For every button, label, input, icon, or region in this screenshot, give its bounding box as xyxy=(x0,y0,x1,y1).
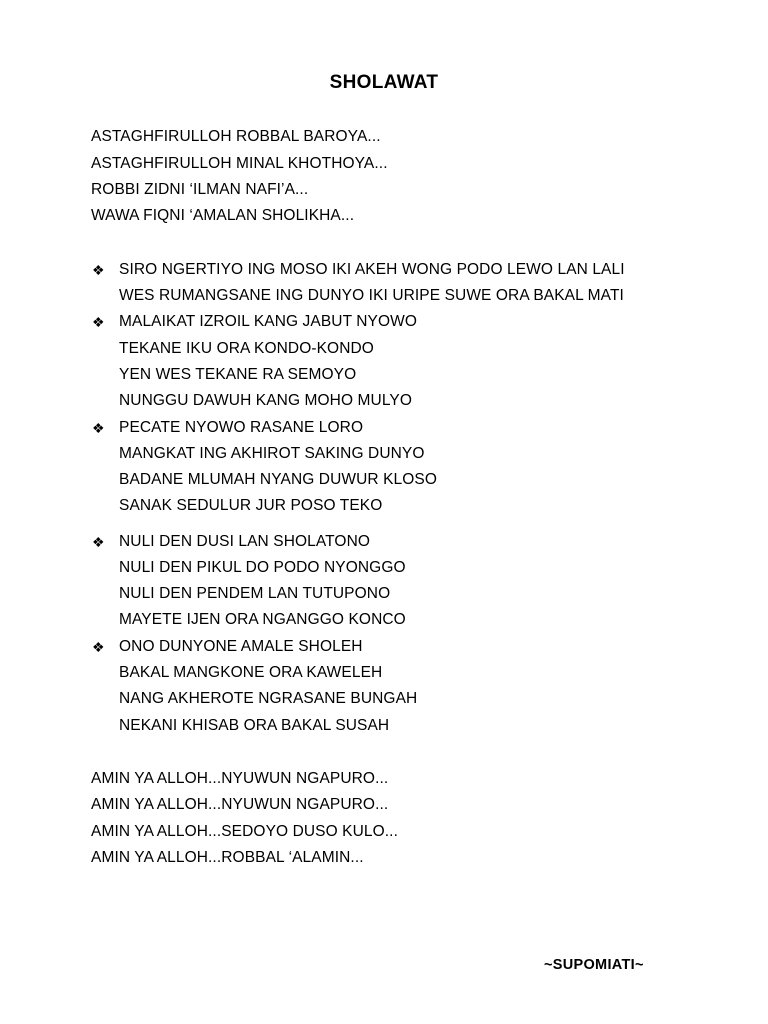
closing-line: AMIN YA ALLOH...ROBBAL ‘ALAMIN... xyxy=(91,849,364,866)
stanza-line: TEKANE IKU ORA KONDO-KONDO xyxy=(119,340,374,357)
bullet-diamond-icon: ❖ xyxy=(92,639,105,655)
bullet-diamond-icon: ❖ xyxy=(92,420,105,436)
stanza-line: NULI DEN PIKUL DO PODO NYONGGO xyxy=(119,559,406,576)
stanza-line: PECATE NYOWO RASANE LORO xyxy=(119,419,364,436)
stanza-line: ONO DUNYONE AMALE SHOLEH xyxy=(119,638,363,655)
stanza-line: NEKANI KHISAB ORA BAKAL SUSAH xyxy=(119,717,390,734)
document-title: SHOLAWAT xyxy=(329,72,439,93)
stanza-line: NULI DEN DUSI LAN SHOLATONO xyxy=(119,533,371,550)
opening-line: WAWA FIQNI ‘AMALAN SHOLIKHA... xyxy=(91,207,355,224)
opening-line: ASTAGHFIRULLOH MINAL KHOTHOYA... xyxy=(91,155,388,172)
closing-line: AMIN YA ALLOH...NYUWUN NGAPURO... xyxy=(91,770,389,787)
bullet-diamond-icon: ❖ xyxy=(92,262,105,278)
stanza-line: SIRO NGERTIYO ING MOSO IKI AKEH WONG PODO LEWO LAN LALI xyxy=(119,261,625,278)
stanza-line: SANAK SEDULUR JUR POSO TEKO xyxy=(119,497,383,514)
stanza-line: MAYETE IJEN ORA NGANGGO KONCO xyxy=(119,611,406,628)
stanza-line: BADANE MLUMAH NYANG DUWUR KLOSO xyxy=(119,471,438,488)
opening-line: ASTAGHFIRULLOH ROBBAL BAROYA... xyxy=(91,128,381,145)
stanza-line: NULI DEN PENDEM LAN TUTUPONO xyxy=(119,585,391,602)
stanza-line: YEN WES TEKANE RA SEMOYO xyxy=(119,366,357,383)
stanza-line: MALAIKAT IZROIL KANG JABUT NYOWO xyxy=(119,313,418,330)
stanza-line: NANG AKHEROTE NGRASANE BUNGAH xyxy=(119,690,418,707)
opening-line: ROBBI ZIDNI ‘ILMAN NAFI’A... xyxy=(91,181,309,198)
stanza-line: BAKAL MANGKONE ORA KAWELEH xyxy=(119,664,383,681)
bullet-diamond-icon: ❖ xyxy=(92,314,105,330)
stanza-line: NUNGGU DAWUH KANG MOHO MULYO xyxy=(119,392,413,409)
stanza-line: MANGKAT ING AKHIROT SAKING DUNYO xyxy=(119,445,425,462)
author-signature: ~SUPOMIATI~ xyxy=(544,957,644,973)
stanza-line: WES RUMANGSANE ING DUNYO IKI URIPE SUWE ORA BAKAL MATI xyxy=(119,287,624,304)
closing-line: AMIN YA ALLOH...NYUWUN NGAPURO... xyxy=(91,796,389,813)
bullet-diamond-icon: ❖ xyxy=(92,534,105,550)
closing-line: AMIN YA ALLOH...SEDOYO DUSO KULO... xyxy=(91,823,398,840)
